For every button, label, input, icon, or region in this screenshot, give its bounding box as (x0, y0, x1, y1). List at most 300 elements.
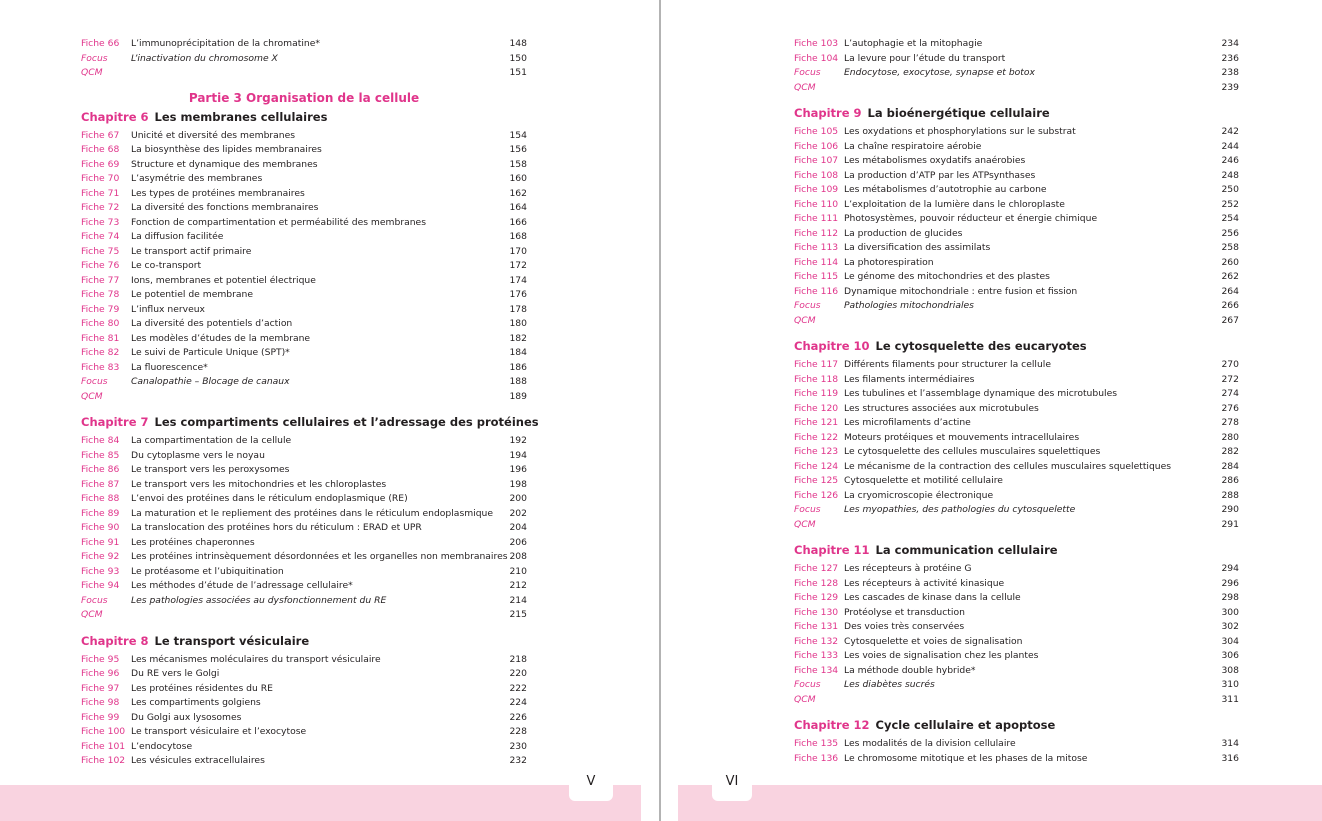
entry-kind: Fiche 72 (81, 202, 120, 213)
toc-entry (794, 140, 1239, 155)
entry-page-number: 264 (1221, 285, 1239, 297)
entry-title: Les myopathies, des pathologies du cytosquelette (844, 504, 1076, 515)
toc-entry (81, 492, 527, 507)
entry-title: Les types de protéines membranaires (131, 187, 305, 199)
entry-title: Le chromosome mitotique et les phases de la mitose (844, 752, 1088, 764)
toc-entry (81, 346, 527, 361)
toc-entry (81, 550, 527, 565)
toc-entry (81, 52, 527, 67)
toc-entry (794, 241, 1239, 256)
toc-entry (794, 169, 1239, 184)
entry-title: Les protéines résidentes du RE (131, 682, 273, 694)
entry-page-number: 196 (509, 464, 527, 475)
entry-kind: Fiche 106 (794, 140, 839, 152)
entry-kind: Fiche 77 (81, 274, 120, 286)
toc-entry (794, 358, 1239, 373)
entry-kind: Fiche 104 (794, 52, 839, 64)
toc-entry (794, 678, 1239, 693)
toc-entry (794, 752, 1239, 767)
entry-title: Les modèles d’études de la membrane (131, 332, 311, 344)
toc-entry (794, 445, 1239, 460)
entry-page-number: 158 (509, 158, 527, 170)
entry-kind: Fiche 132 (794, 635, 839, 647)
toc-entry (81, 259, 527, 274)
toc-entry (794, 154, 1239, 169)
toc-entry (81, 361, 527, 376)
entry-page-number: 198 (509, 478, 527, 490)
entry-kind: Fiche 74 (81, 231, 120, 242)
toc-entry (81, 608, 527, 623)
entry-page-number: 204 (509, 522, 527, 533)
entry-title: L’influx nerveux (131, 303, 205, 315)
entry-title: La diversité des fonctions membranaires (131, 202, 319, 213)
chapter-title: La bioénergétique cellulaire (867, 106, 1050, 120)
entry-page-number: 256 (1221, 227, 1239, 239)
toc-entry (794, 66, 1239, 81)
entry-kind: Fiche 135 (794, 738, 839, 749)
entry-page-number: 186 (509, 361, 527, 373)
entry-page-number: 226 (509, 711, 527, 723)
chapter-label: Chapitre 9 (794, 106, 862, 120)
left-table-of-contents (81, 37, 539, 769)
entry-page-number: 172 (509, 260, 527, 271)
entry-page-number: 272 (1221, 373, 1239, 385)
chapter-heading (794, 334, 1239, 358)
entry-kind: Fiche 130 (794, 606, 839, 618)
toc-entry (81, 711, 527, 726)
toc-entry (794, 693, 1239, 708)
entry-title: L’inactivation du chromosome X (131, 52, 278, 64)
entry-kind: QCM (794, 693, 816, 705)
entry-title: La production d’ATP par les ATPsynthases (844, 169, 1036, 181)
entry-title: Les oxydations et phosphorylations sur le substrat (844, 126, 1076, 137)
entry-kind: Fiche 100 (81, 726, 126, 737)
toc-entry (81, 129, 527, 144)
entry-kind: Fiche 136 (794, 752, 839, 764)
entry-title: Endocytose, exocytose, synapse et botox (844, 67, 1035, 78)
entry-title: L’autophagie et la mitophagie (844, 38, 983, 49)
entry-title: La production de glucides (844, 227, 963, 239)
entry-page-number: 230 (509, 740, 527, 752)
entry-kind: Fiche 69 (81, 158, 120, 170)
entry-title: Canalopathie – Blocage de canaux (131, 376, 290, 387)
entry-page-number: 162 (509, 187, 527, 199)
entry-title: Le mécanisme de la contraction des cellules musculaires squelettiques (844, 460, 1172, 472)
entry-kind: Fiche 103 (794, 38, 839, 49)
entry-title: La levure pour l’étude du transport (844, 52, 1006, 64)
entry-title: Les modalités de la division cellulaire (844, 738, 1016, 749)
entry-kind: Focus (794, 67, 821, 78)
entry-title: Pathologies mitochondriales (844, 300, 974, 311)
entry-page-number: 170 (509, 245, 527, 257)
entry-kind: QCM (81, 609, 103, 620)
entry-kind: Fiche 131 (794, 621, 839, 632)
entry-kind: Fiche 90 (81, 522, 120, 533)
entry-kind: QCM (794, 518, 816, 530)
entry-kind: Fiche 108 (794, 169, 839, 181)
toc-entry (81, 725, 527, 740)
entry-title: Les mécanismes moléculaires du transport vésiculaire (131, 653, 381, 665)
entry-kind: Fiche 123 (794, 446, 839, 457)
entry-kind: Fiche 89 (81, 507, 120, 519)
entry-kind: Fiche 125 (794, 475, 839, 486)
entry-kind: Fiche 134 (794, 664, 839, 676)
entry-title: Moteurs protéiques et mouvements intracellulaires (844, 431, 1080, 443)
entry-kind: Fiche 99 (81, 711, 120, 723)
toc-entry (794, 489, 1239, 504)
toc-entry (81, 521, 527, 536)
toc-entry (794, 81, 1239, 96)
entry-kind: Fiche 94 (81, 580, 120, 591)
entry-page-number: 316 (1221, 752, 1239, 764)
entry-page-number: 270 (1221, 359, 1239, 370)
toc-entry (794, 635, 1239, 650)
entry-kind: Fiche 85 (81, 449, 120, 461)
entry-title: Du RE vers le Golgi (131, 668, 220, 679)
entry-page-number: 206 (509, 536, 527, 548)
entry-kind: Fiche 102 (81, 755, 126, 766)
entry-kind: QCM (794, 81, 816, 93)
entry-page-number: 306 (1221, 650, 1239, 661)
chapter-title: Les membranes cellulaires (154, 109, 328, 124)
toc-entry (81, 230, 527, 245)
entry-page-number: 258 (1221, 242, 1239, 253)
entry-page-number: 300 (1221, 606, 1239, 618)
chapter-label: Chapitre 7 (81, 415, 149, 429)
toc-entry (81, 449, 527, 464)
toc-entry (794, 198, 1239, 213)
entry-kind: Fiche 105 (794, 126, 839, 137)
entry-kind: Focus (794, 679, 821, 690)
entry-title: Photosystèmes, pouvoir réducteur et énergie chimique (844, 213, 1098, 224)
entry-kind: Fiche 95 (81, 653, 120, 665)
entry-title: L’immunoprécipitation de la chromatine* (131, 38, 320, 49)
entry-title: Les compartiments golgiens (131, 697, 261, 708)
entry-title: Les diabètes sucrés (844, 679, 935, 690)
entry-title: Les vésicules extracellulaires (131, 755, 265, 766)
entry-kind: Focus (794, 504, 821, 515)
entry-title: Le suivi de Particule Unique (SPT)* (131, 347, 290, 358)
entry-title: Le co-transport (131, 260, 202, 271)
entry-page-number: 239 (1221, 81, 1239, 93)
entry-page-number: 150 (509, 52, 527, 64)
entry-title: La diversification des assimilats (844, 242, 991, 253)
entry-page-number: 168 (509, 231, 527, 242)
toc-entry (81, 172, 527, 187)
entry-page-number: 176 (509, 289, 527, 300)
chapter-title: Le cytosquelette des eucaryotes (875, 339, 1087, 353)
toc-entry (794, 270, 1239, 285)
entry-page-number: 250 (1221, 184, 1239, 195)
page-gutter (659, 0, 661, 821)
entry-page-number: 200 (509, 493, 527, 504)
entry-page-number: 302 (1221, 621, 1239, 632)
entry-kind: QCM (81, 390, 103, 402)
entry-title: Cytosquelette et motilité cellulaire (844, 475, 1003, 486)
chapter-title: La communication cellulaire (875, 543, 1058, 557)
entry-title: Les métabolismes d’autotrophie au carbone (844, 184, 1047, 195)
entry-page-number: 298 (1221, 592, 1239, 603)
entry-title: Les structures associées aux microtubules (844, 402, 1039, 414)
entry-page-number: 214 (509, 594, 527, 606)
entry-page-number: 282 (1221, 446, 1239, 457)
entry-kind: Fiche 97 (81, 682, 120, 694)
entry-kind: Fiche 101 (81, 740, 126, 752)
entry-title: Les microfilaments d’actine (844, 417, 971, 428)
entry-page-number: 202 (509, 507, 527, 519)
entry-page-number: 262 (1221, 271, 1239, 282)
entry-page-number: 178 (509, 303, 527, 315)
entry-kind: Fiche 133 (794, 650, 839, 661)
toc-entry (81, 158, 527, 173)
toc-entry (81, 565, 527, 580)
entry-page-number: 194 (509, 449, 527, 461)
chapter-heading (81, 629, 527, 653)
entry-title: Le protéasome et l’ubiquitination (131, 565, 284, 577)
toc-entry (81, 463, 527, 478)
entry-kind: Fiche 78 (81, 289, 120, 300)
entry-title: Les récepteurs à protéine G (844, 563, 972, 574)
entry-page-number: 212 (509, 580, 527, 591)
entry-kind: Fiche 120 (794, 402, 839, 414)
entry-kind: Fiche 75 (81, 245, 120, 257)
entry-title: Le transport vers les mitochondries et les chloroplastes (131, 478, 387, 490)
toc-entry (81, 37, 527, 52)
entry-kind: Focus (81, 52, 108, 64)
entry-kind: Fiche 128 (794, 577, 839, 589)
entry-kind: Fiche 67 (81, 129, 120, 141)
entry-title: Des voies très conservées (844, 621, 965, 632)
toc-entry (81, 696, 527, 711)
entry-page-number: 260 (1221, 256, 1239, 268)
toc-entry (81, 594, 527, 609)
toc-entry (794, 125, 1239, 140)
toc-entry (81, 201, 527, 216)
entry-title: La chaîne respiratoire aérobie (844, 140, 982, 152)
entry-page-number: 220 (509, 668, 527, 679)
entry-page-number: 148 (509, 38, 527, 49)
entry-kind: Fiche 118 (794, 373, 839, 385)
entry-title: Du Golgi aux lysosomes (131, 711, 242, 723)
toc-entry (794, 52, 1239, 67)
entry-kind: Fiche 127 (794, 563, 839, 574)
toc-entry (794, 285, 1239, 300)
toc-entry (794, 503, 1239, 518)
toc-entry (81, 579, 527, 594)
right-page (662, 0, 1322, 821)
entry-kind: Fiche 88 (81, 493, 120, 504)
entry-title: Différents filaments pour structurer la cellule (844, 359, 1051, 370)
entry-page-number: 224 (509, 697, 527, 708)
chapter-heading (81, 410, 539, 434)
entry-title: Le cytosquelette des cellules musculaires squelettiques (844, 446, 1101, 457)
entry-kind: Fiche 83 (81, 361, 120, 373)
entry-page-number: 166 (509, 216, 527, 228)
chapter-title: Cycle cellulaire et apoptose (875, 718, 1056, 732)
chapter-label: Chapitre 6 (81, 109, 149, 124)
entry-page-number: 252 (1221, 198, 1239, 210)
toc-entry (81, 317, 527, 332)
entry-page-number: 284 (1221, 460, 1239, 472)
toc-entry (794, 183, 1239, 198)
entry-kind: Fiche 81 (81, 332, 120, 344)
toc-entry (794, 387, 1239, 402)
entry-page-number: 238 (1221, 67, 1239, 78)
entry-kind: Fiche 129 (794, 592, 839, 603)
toc-entry (81, 507, 527, 522)
entry-page-number: 222 (509, 682, 527, 694)
toc-entry (794, 460, 1239, 475)
entry-title: Les protéines chaperonnes (131, 536, 255, 548)
entry-kind: QCM (81, 67, 103, 78)
entry-title: La cryomicroscopie électronique (844, 489, 994, 501)
entry-page-number: 189 (509, 390, 527, 402)
chapter-label: Chapitre 11 (794, 543, 870, 557)
entry-title: Ions, membranes et potentiel électrique (131, 274, 316, 286)
entry-title: Structure et dynamique des membranes (131, 158, 318, 170)
chapter-heading (794, 101, 1239, 125)
entry-page-number: 160 (509, 173, 527, 184)
toc-entry (794, 416, 1239, 431)
entry-kind: Fiche 121 (794, 417, 839, 428)
entry-title: Unicité et diversité des membranes (131, 129, 296, 141)
entry-page-number: 164 (509, 202, 527, 213)
entry-page-number: 174 (509, 274, 527, 286)
entry-page-number: 254 (1221, 213, 1239, 224)
toc-entry (794, 227, 1239, 242)
chapter-heading (81, 105, 527, 129)
entry-kind: Fiche 93 (81, 565, 120, 577)
entry-page-number: 276 (1221, 402, 1239, 414)
entry-page-number: 286 (1221, 475, 1239, 486)
entry-kind: Fiche 119 (794, 388, 839, 399)
toc-entry (81, 274, 527, 289)
left-page (0, 0, 660, 821)
entry-kind: Fiche 109 (794, 184, 839, 195)
entry-title: La compartimentation de la cellule (131, 435, 292, 446)
entry-page-number: 311 (1221, 693, 1239, 705)
entry-page-number: 154 (509, 129, 527, 141)
entry-kind: Focus (81, 376, 108, 387)
chapter-heading (794, 538, 1239, 562)
entry-title: Du cytoplasme vers le noyau (131, 449, 265, 461)
entry-kind: Fiche 92 (81, 551, 120, 562)
entry-page-number: 274 (1221, 388, 1239, 399)
entry-kind: QCM (794, 314, 816, 326)
toc-entry (794, 431, 1239, 446)
toc-entry (794, 518, 1239, 533)
toc-entry (81, 375, 527, 390)
entry-page-number: 156 (509, 144, 527, 155)
entry-page-number: 208 (509, 551, 527, 562)
chapter-label: Chapitre 12 (794, 718, 870, 732)
entry-kind: Fiche 66 (81, 38, 120, 49)
toc-entry (81, 682, 527, 697)
entry-title: Les métabolismes oxydatifs anaérobies (844, 155, 1026, 166)
entry-kind: Fiche 107 (794, 155, 839, 166)
entry-page-number: 188 (509, 376, 527, 387)
entry-page-number: 280 (1221, 431, 1239, 443)
entry-page-number: 242 (1221, 126, 1239, 137)
page-number: VI (712, 767, 752, 801)
entry-title: Le transport actif primaire (131, 245, 252, 257)
entry-kind: Fiche 86 (81, 464, 120, 475)
toc-entry (81, 754, 527, 769)
entry-page-number: 218 (509, 653, 527, 665)
toc-entry (794, 402, 1239, 417)
entry-page-number: 278 (1221, 417, 1239, 428)
entry-page-number: 236 (1221, 52, 1239, 64)
page-number: V (569, 767, 613, 801)
entry-page-number: 180 (509, 318, 527, 329)
toc-entry (794, 256, 1239, 271)
entry-kind: Fiche 73 (81, 216, 120, 228)
toc-entry (81, 667, 527, 682)
entry-page-number: 210 (509, 565, 527, 577)
toc-entry (794, 649, 1239, 664)
entry-title: Les tubulines et l’assemblage dynamique des microtubules (844, 388, 1118, 399)
entry-kind: Fiche 68 (81, 144, 120, 155)
entry-title: La diversité des potentiels d’action (131, 318, 293, 329)
entry-page-number: 234 (1221, 38, 1239, 49)
toc-entry (81, 478, 527, 493)
chapter-title: Les compartiments cellulaires et l’adressage des protéines (154, 415, 539, 429)
entry-page-number: 184 (509, 347, 527, 358)
toc-entry (81, 740, 527, 755)
entry-kind: Fiche 111 (794, 213, 839, 224)
toc-entry (794, 314, 1239, 329)
entry-page-number: 232 (509, 755, 527, 766)
entry-title: L’envoi des protéines dans le réticulum endoplasmique (RE) (131, 493, 408, 504)
chapter-label: Chapitre 8 (81, 633, 149, 648)
entry-page-number: 296 (1221, 577, 1239, 589)
toc-entry (794, 577, 1239, 592)
entry-kind: Fiche 91 (81, 536, 120, 548)
entry-title: La maturation et le repliement des protéines dans le réticulum endoplasmique (131, 507, 494, 519)
entry-title: Les cascades de kinase dans la cellule (844, 592, 1021, 603)
toc-entry (794, 212, 1239, 227)
entry-title: La méthode double hybride* (844, 664, 976, 676)
chapter-label: Chapitre 10 (794, 339, 870, 353)
entry-title: Les filaments intermédiaires (844, 373, 975, 385)
entry-kind: Fiche 110 (794, 198, 839, 210)
entry-kind: Fiche 115 (794, 271, 839, 282)
toc-entry (794, 737, 1239, 752)
toc-entry (81, 434, 527, 449)
entry-kind: Fiche 122 (794, 431, 839, 443)
entry-kind: Fiche 82 (81, 347, 120, 358)
entry-page-number: 290 (1221, 504, 1239, 515)
part-heading: Partie 3 Organisation de la cellule (188, 90, 420, 105)
entry-title: Le transport vésiculaire et l’exocytose (131, 726, 307, 737)
entry-title: Dynamique mitochondriale : entre fusion et fission (844, 285, 1078, 297)
entry-title: Le transport vers les peroxysomes (131, 464, 290, 475)
toc-entry (81, 332, 527, 347)
entry-title: L’exploitation de la lumière dans le chloroplaste (844, 198, 1065, 210)
toc-entry (794, 664, 1239, 679)
footer-band (678, 785, 1322, 821)
toc-entry (794, 606, 1239, 621)
toc-entry (794, 373, 1239, 388)
entry-kind: Fiche 80 (81, 318, 120, 329)
toc-entry (794, 620, 1239, 635)
entry-kind: Fiche 84 (81, 435, 120, 446)
entry-title: La photorespiration (844, 256, 934, 268)
toc-entry (81, 303, 527, 318)
entry-title: Protéolyse et transduction (844, 606, 965, 618)
entry-page-number: 248 (1221, 169, 1239, 181)
toc-entry (794, 562, 1239, 577)
